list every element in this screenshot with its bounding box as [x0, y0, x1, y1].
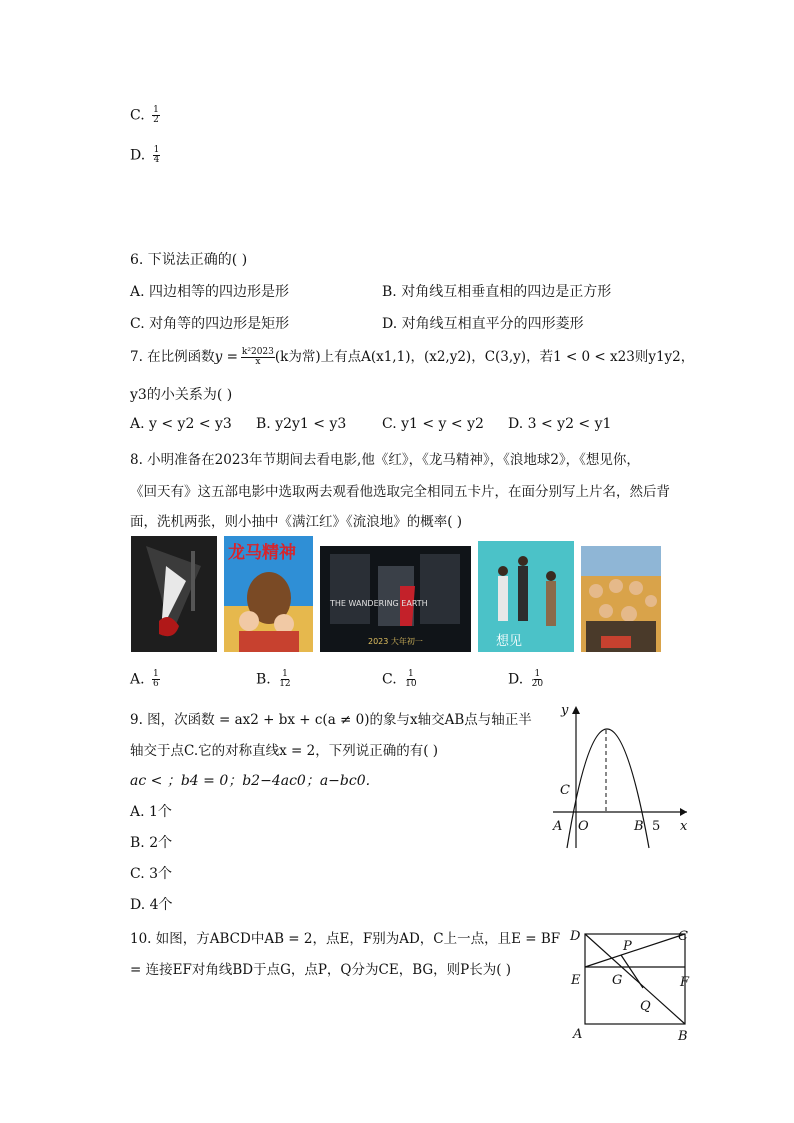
q6-option-b: B. 对角线互相垂直相的四边是正方形 — [382, 284, 612, 300]
square-figure — [565, 922, 700, 1047]
poster-image-5 — [581, 546, 661, 652]
poster-title: THE WANDERING EARTH — [330, 599, 428, 608]
q10-line2: = 连接EF对角线BD于点G，点P，Q分为CE，BG，则P长为( ) — [130, 962, 512, 978]
q7-option-c: C. y1 < y < y2 — [382, 416, 484, 432]
poster-title: 想见 — [496, 634, 523, 649]
fraction: $\frac{1}{20}$ — [531, 669, 544, 689]
poster-subtitle: 2023 大年初一 — [368, 637, 423, 646]
point-label-q: Q — [640, 999, 651, 1014]
q6-option-a: A. 四边相等的四边形是形 — [130, 284, 290, 300]
q9-line1: 9. 图，次函数 = ax2 + bx + c(a ≠ 0)的象与x轴交AB点与轴正半 — [130, 712, 532, 728]
point-label-c: C — [678, 929, 688, 944]
q8-option-a: A. $\frac{1}{6}$ — [130, 669, 159, 689]
q7-line2: y3的小关系为( ) — [130, 387, 233, 403]
q9-option-b: B. 2个 — [130, 835, 173, 851]
point-label-d: D — [570, 929, 581, 944]
point-label-a: A — [553, 819, 563, 834]
q8-line1: 8. 小明准备在2023年节期间去看电影,他《红》，《龙马精神》，《浪地球2》，《想见你， — [130, 452, 640, 468]
fraction: $\frac{1}{12}$ — [279, 669, 291, 689]
q8-option-b: B. $\frac{1}{12}$ — [256, 669, 291, 689]
q8-option-d: D. $\frac{1}{20}$ — [508, 669, 544, 689]
q5-option-d — [130, 146, 160, 165]
q5-option-c — [130, 106, 160, 125]
option-label: D. — [130, 147, 146, 164]
option-label: C. — [130, 107, 145, 124]
axis-label-x: x — [680, 819, 688, 834]
q8-line3: 面，洗机两张，则小抽中《满江红》《流浪地》的概率( ) — [130, 514, 463, 530]
fraction: $\frac{1}{10}$ — [405, 669, 417, 689]
q9-line2: 轴交于点C.它的对称直线x = 2，下列说正确的有( ) — [130, 743, 439, 759]
poster-image-3 — [320, 546, 471, 652]
q7-option-a: A. y < y2 < y3 — [130, 416, 232, 432]
fraction: $\frac{1}{2}$ — [153, 105, 159, 125]
q9-option-a: A. 1个 — [130, 804, 172, 820]
fraction: $\frac{\text{k²2023}}{x}$ — [241, 347, 274, 367]
q9-option-d: D. 4个 — [130, 897, 173, 913]
q9-line3: ac < ；b4 = 0；b2−4ac0；a−bc0. — [130, 773, 371, 789]
q6-option-d: D. 对角线互相直平分的四形菱形 — [382, 316, 584, 332]
point-label-a: A — [573, 1027, 583, 1042]
point-label-f: F — [680, 975, 690, 990]
q7-option-d: D. 3 < y2 < y1 — [508, 416, 612, 432]
parabola-graph — [545, 700, 695, 850]
point-label-c: C — [560, 783, 570, 798]
q7-option-b: B. y2y1 < y3 — [256, 416, 347, 432]
axis-label-y: y — [561, 703, 569, 718]
point-label-e: E — [571, 973, 581, 988]
q6-stem: 6. 下说法正确的( ) — [130, 252, 248, 268]
point-label-p: P — [623, 939, 632, 954]
tick-label-5: 5 — [652, 819, 661, 834]
poster-image-2 — [224, 536, 313, 652]
point-label-o: O — [578, 819, 589, 834]
poster-image-4 — [478, 541, 574, 652]
q9-option-c: C. 3个 — [130, 866, 173, 882]
fraction: $\frac{1}{6}$ — [153, 669, 159, 689]
poster-image-1 — [131, 536, 217, 652]
poster-title: 龙马精神 — [228, 543, 296, 563]
q8-option-c: C. $\frac{1}{10}$ — [382, 669, 417, 689]
q8-line2: 《回天有》这五部电影中选取两去观看他选取完全相同五卡片，在面分别写上片名，然后背 — [130, 484, 670, 500]
q6-option-c: C. 对角等的四边形是矩形 — [130, 316, 290, 332]
point-label-b: B — [634, 819, 644, 834]
q10-line1: 10. 如图，方ABCD中AB = 2，点E，F别为AD，C上一点，且E = BF — [130, 931, 561, 947]
point-label-g: G — [612, 973, 623, 988]
fraction: $\frac{1}{4}$ — [153, 145, 160, 165]
point-label-b: B — [678, 1029, 688, 1044]
q7-line1: 7. 在比例函数y = $\frac{\text{k²2023}}{x}$ (k为常)上有点A(x1,1)，(x2,y2)，C(3,y)，若1 < 0 < x23则y1y2， — [130, 347, 695, 367]
